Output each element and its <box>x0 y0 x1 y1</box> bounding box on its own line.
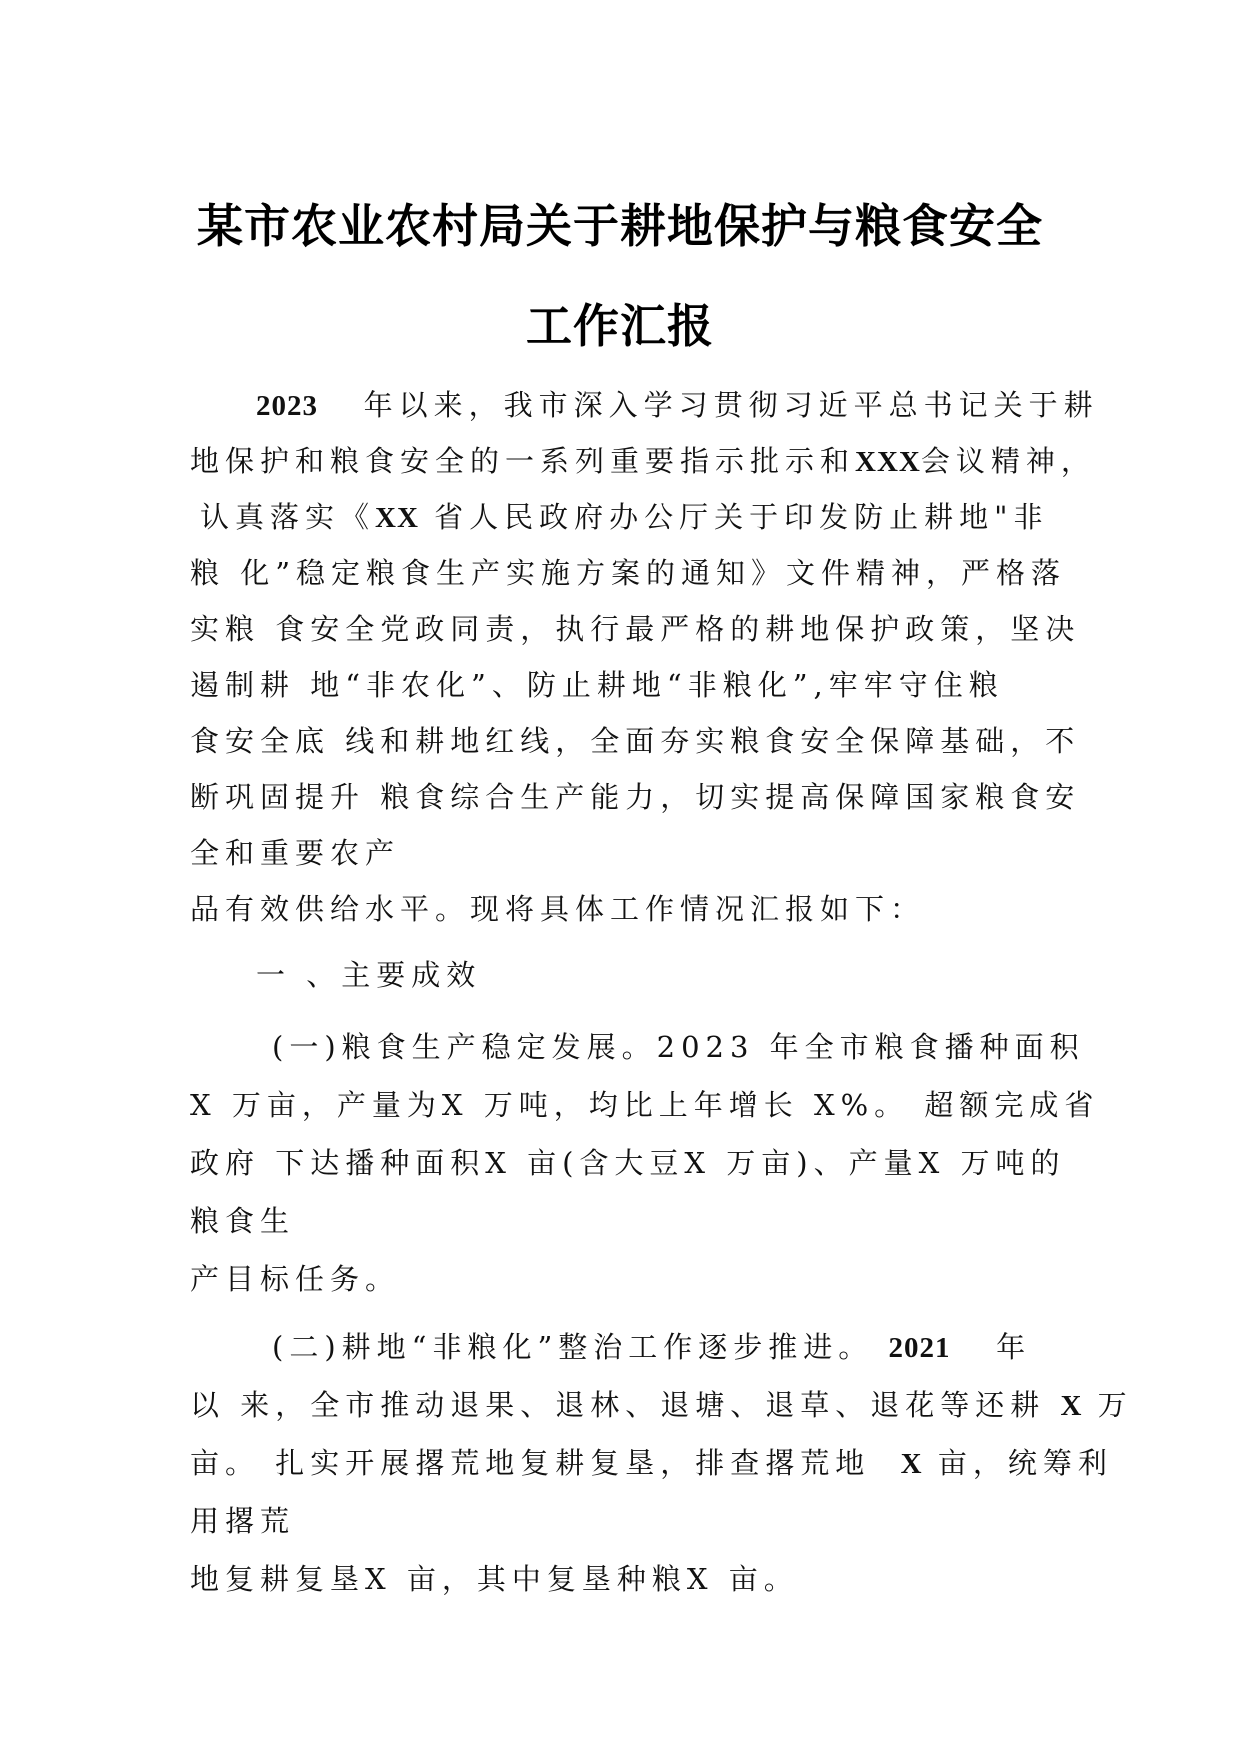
intro-line-7: 食安全底 线和耕地红线，全面夯实粮食安全保障基础，不 <box>190 724 1081 758</box>
item2-line-3 <box>190 1443 1113 1484</box>
item2-line-2-bold: X <box>1060 1390 1083 1422</box>
intro-line-6: 遏制耕 地“非农化”、防止耕地“非粮化”,牢牢守住粮 <box>190 668 1004 702</box>
intro-line-9: 全和重要农产 <box>190 836 401 870</box>
intro-line-1-text: 年以来，我市深入学习贯彻习近平总书记关于耕 <box>363 388 1099 422</box>
item2-line-2 <box>190 1385 1133 1426</box>
item2-line-1-post: 年 <box>996 1330 1032 1364</box>
item2-line-2-pre: 以 来，全市推动退果、退林、退塘、退草、退花等还耕 <box>190 1388 1046 1422</box>
intro-line-2-post: 会议精神， <box>920 444 1096 478</box>
intro-line-3-post: 省人民政府办公厅关于印发防止耕地"非 <box>434 500 1049 534</box>
section-heading: 一 、主要成效 <box>256 958 482 992</box>
intro-line-2-bold: XXX <box>855 446 921 478</box>
intro-year: 2023 <box>256 390 318 422</box>
document-title-line-2: 工作汇报 <box>526 299 714 353</box>
item1-line-5: 产目标任务。 <box>190 1262 401 1296</box>
item1-line-3: 政府 下达播种面积X 亩(含大豆X 万亩)、产量X 万吨的 <box>190 1146 1066 1180</box>
intro-line-1 <box>256 385 1136 426</box>
item1-line-1: (一)粮食生产稳定发展。2023 年全市粮食播种面积 <box>272 1030 1085 1064</box>
intro-line-5: 实粮 食安全党政同责，执行最严格的耕地保护政策，坚决 <box>190 612 1081 646</box>
item2-line-1-year: 2021 <box>888 1332 951 1364</box>
intro-line-3-bold: XX <box>375 502 419 534</box>
item2-line-2-post: 万 <box>1097 1388 1133 1422</box>
item2-line-1 <box>272 1327 1152 1368</box>
item2-line-5: 地复耕复垦X 亩，其中复垦种粮X 亩。 <box>190 1562 799 1596</box>
item2-line-4: 用撂荒 <box>190 1504 296 1538</box>
intro-line-2-pre: 地保护和粮食安全的一系列重要指示批示和 <box>190 444 856 478</box>
item1-line-4: 粮食生 <box>190 1204 296 1238</box>
item2-line-3-bold: X <box>900 1448 923 1480</box>
item1-line-2: X 万亩，产量为X 万吨，均比上年增长 X%。 超额完成省 <box>190 1088 1100 1122</box>
intro-line-3-pre: 认真落实《 <box>200 500 376 534</box>
intro-line-10: 品有效供给水平。现将具体工作情况汇报如下： <box>190 892 926 926</box>
item2-line-3-pre: 亩。 扎实开展撂荒地复耕复垦，排查撂荒地 <box>190 1446 871 1480</box>
intro-line-8: 断巩固提升 粮食综合生产能力，切实提高保障国家粮食安 <box>190 780 1081 814</box>
item2-line-3-post: 亩，统筹利 <box>937 1446 1113 1480</box>
intro-line-3 <box>200 497 1080 538</box>
document-title-line-1: 某市农业农村局关于耕地保护与粮食安全 <box>197 199 1043 253</box>
item2-line-1-pre: (二)耕地“非粮化”整治工作逐步推进。 <box>272 1330 874 1364</box>
intro-line-2 <box>190 441 1096 482</box>
intro-line-4: 粮 化”稳定粮食生产实施方案的通知》文件精神，严格落 <box>190 556 1067 590</box>
